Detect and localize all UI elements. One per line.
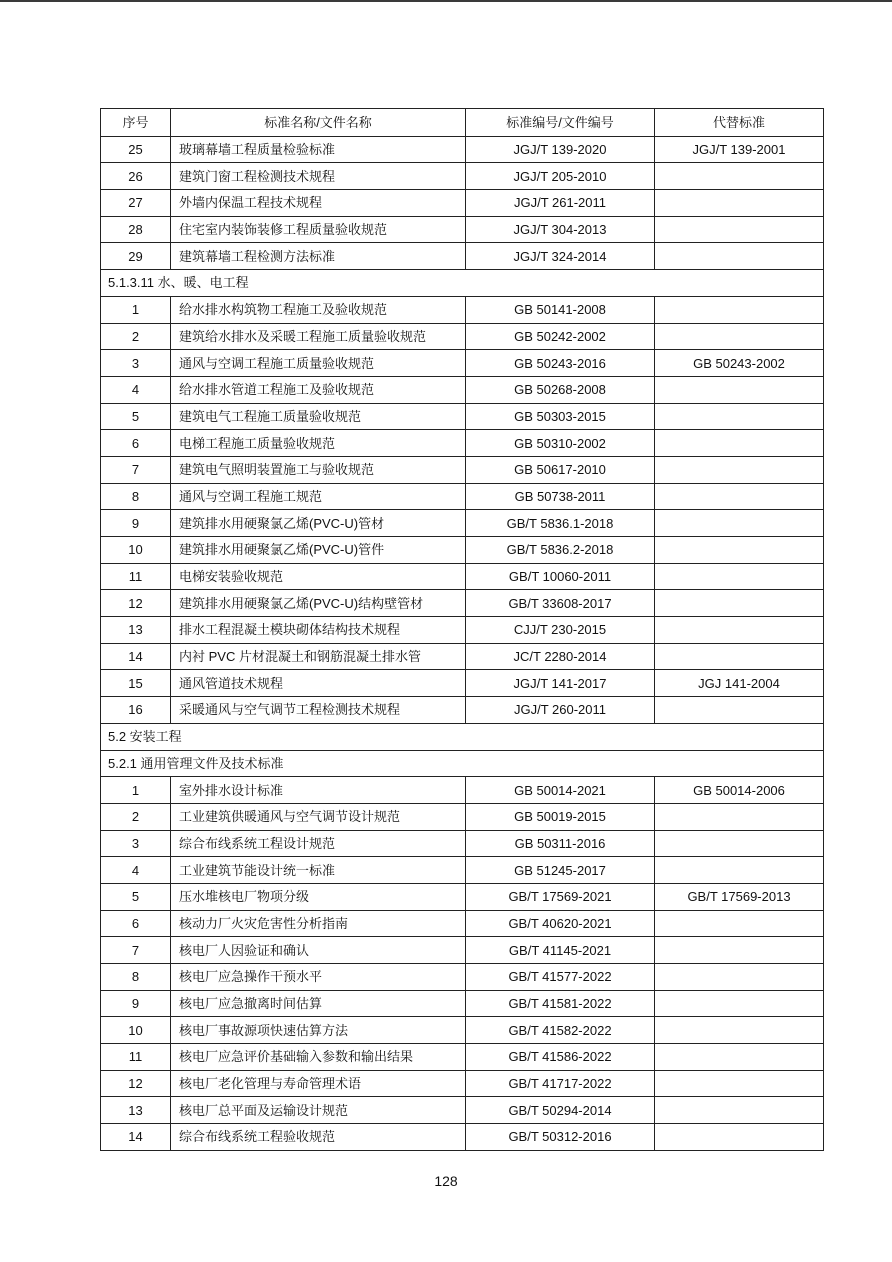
row-number: 29	[101, 243, 171, 270]
row-number: 14	[101, 643, 171, 670]
table-row	[101, 937, 824, 964]
standard-name: 建筑排水用硬聚氯乙烯(PVC-U)管件	[171, 537, 466, 564]
standard-code: JGJ/T 141-2017	[466, 670, 655, 697]
header-name: 标准名称/文件名称	[171, 109, 466, 137]
row-number: 5	[101, 883, 171, 910]
replaced-standard	[655, 590, 824, 617]
standard-code: GB/T 10060-2011	[466, 563, 655, 590]
standard-code: GB 51245-2017	[466, 857, 655, 884]
table-row	[101, 483, 824, 510]
replaced-standard	[655, 964, 824, 991]
standard-code: CJJ/T 230-2015	[466, 617, 655, 644]
standard-name: 建筑给水排水及采暖工程施工质量验收规范	[171, 323, 466, 350]
replaced-standard	[655, 456, 824, 483]
table-row	[101, 403, 824, 430]
row-number: 28	[101, 216, 171, 243]
table-header-row	[101, 109, 824, 137]
replaced-standard: JGJ/T 139-2001	[655, 136, 824, 163]
standard-name: 给水排水构筑物工程施工及验收规范	[171, 296, 466, 323]
replaced-standard	[655, 990, 824, 1017]
standard-code: GB 50268-2008	[466, 376, 655, 403]
row-number: 8	[101, 483, 171, 510]
table-row	[101, 350, 824, 377]
table-row	[101, 883, 824, 910]
standard-code: GB 50014-2021	[466, 777, 655, 804]
standard-code: GB/T 41582-2022	[466, 1017, 655, 1044]
standards-table	[100, 108, 824, 1151]
row-number: 26	[101, 163, 171, 190]
standard-code: JGJ/T 304-2013	[466, 216, 655, 243]
standard-name: 核电厂事故源项快速估算方法	[171, 1017, 466, 1044]
standard-name: 工业建筑供暖通风与空气调节设计规范	[171, 803, 466, 830]
row-number: 13	[101, 1097, 171, 1124]
standard-code: JGJ/T 139-2020	[466, 136, 655, 163]
standard-code: GB/T 41577-2022	[466, 964, 655, 991]
table-row	[101, 190, 824, 217]
replaced-standard	[655, 403, 824, 430]
standard-code: GB/T 5836.2-2018	[466, 537, 655, 564]
row-number: 10	[101, 1017, 171, 1044]
standard-code: GB 50141-2008	[466, 296, 655, 323]
replaced-standard	[655, 697, 824, 724]
standard-name: 玻璃幕墙工程质量检验标准	[171, 136, 466, 163]
page-top-border	[0, 0, 892, 2]
section-title: 5.1.3.11 水、暖、电工程	[101, 270, 824, 297]
replaced-standard	[655, 190, 824, 217]
standards-table-body	[101, 109, 824, 1151]
standard-name: 核电厂应急撤离时间估算	[171, 990, 466, 1017]
standard-name: 核电厂应急操作干预水平	[171, 964, 466, 991]
standard-name: 通风管道技术规程	[171, 670, 466, 697]
row-number: 3	[101, 830, 171, 857]
table-row	[101, 216, 824, 243]
replaced-standard	[655, 1044, 824, 1071]
replaced-standard	[655, 803, 824, 830]
table-row	[101, 590, 824, 617]
table-row	[101, 777, 824, 804]
standard-code: GB/T 33608-2017	[466, 590, 655, 617]
standard-code: JC/T 2280-2014	[466, 643, 655, 670]
table-row	[101, 990, 824, 1017]
header-no: 序号	[101, 109, 171, 137]
standard-code: GB 50242-2002	[466, 323, 655, 350]
replaced-standard	[655, 563, 824, 590]
standard-name: 住宅室内装饰装修工程质量验收规范	[171, 216, 466, 243]
section-title: 5.2 安装工程	[101, 723, 824, 750]
replaced-standard	[655, 1097, 824, 1124]
row-number: 16	[101, 697, 171, 724]
standard-code: GB 50617-2010	[466, 456, 655, 483]
replaced-standard	[655, 830, 824, 857]
row-number: 9	[101, 510, 171, 537]
table-row	[101, 910, 824, 937]
table-row	[101, 1097, 824, 1124]
table-row	[101, 1044, 824, 1071]
table-row	[101, 136, 824, 163]
replaced-standard	[655, 1017, 824, 1044]
replaced-standard	[655, 617, 824, 644]
header-replaces: 代替标准	[655, 109, 824, 137]
table-row	[101, 964, 824, 991]
row-number: 25	[101, 136, 171, 163]
standard-name: 核动力厂火灾危害性分析指南	[171, 910, 466, 937]
replaced-standard	[655, 430, 824, 457]
page-number: 128	[434, 1173, 458, 1189]
replaced-standard: GB/T 17569-2013	[655, 883, 824, 910]
row-number: 10	[101, 537, 171, 564]
standard-code: GB 50310-2002	[466, 430, 655, 457]
table-row	[101, 830, 824, 857]
replaced-standard	[655, 643, 824, 670]
replaced-standard	[655, 296, 824, 323]
standard-code: GB/T 41717-2022	[466, 1070, 655, 1097]
row-number: 15	[101, 670, 171, 697]
standard-code: GB/T 17569-2021	[466, 883, 655, 910]
standard-name: 建筑排水用硬聚氯乙烯(PVC-U)结构壁管材	[171, 590, 466, 617]
standard-code: GB 50019-2015	[466, 803, 655, 830]
row-number: 4	[101, 857, 171, 884]
standard-name: 建筑电气工程施工质量验收规范	[171, 403, 466, 430]
row-number: 2	[101, 803, 171, 830]
row-number: 13	[101, 617, 171, 644]
replaced-standard	[655, 376, 824, 403]
replaced-standard	[655, 216, 824, 243]
standard-code: GB/T 41581-2022	[466, 990, 655, 1017]
standard-name: 工业建筑节能设计统一标准	[171, 857, 466, 884]
standard-code: GB/T 5836.1-2018	[466, 510, 655, 537]
standard-name: 建筑排水用硬聚氯乙烯(PVC-U)管材	[171, 510, 466, 537]
replaced-standard	[655, 483, 824, 510]
standard-name: 通风与空调工程施工规范	[171, 483, 466, 510]
replaced-standard	[655, 537, 824, 564]
row-number: 11	[101, 563, 171, 590]
replaced-standard	[655, 163, 824, 190]
table-row	[101, 163, 824, 190]
replaced-standard: GB 50014-2006	[655, 777, 824, 804]
row-number: 7	[101, 456, 171, 483]
standard-name: 核电厂老化管理与寿命管理术语	[171, 1070, 466, 1097]
standard-code: JGJ/T 260-2011	[466, 697, 655, 724]
row-number: 9	[101, 990, 171, 1017]
table-row	[101, 323, 824, 350]
table-row	[101, 376, 824, 403]
replaced-standard	[655, 857, 824, 884]
table-row	[101, 1017, 824, 1044]
standard-name: 采暖通风与空气调节工程检测技术规程	[171, 697, 466, 724]
standard-name: 外墙内保温工程技术规程	[171, 190, 466, 217]
row-number: 27	[101, 190, 171, 217]
replaced-standard: GB 50243-2002	[655, 350, 824, 377]
section-row	[101, 750, 824, 777]
standard-code: GB/T 50312-2016	[466, 1124, 655, 1151]
replaced-standard	[655, 323, 824, 350]
standard-code: GB 50738-2011	[466, 483, 655, 510]
row-number: 5	[101, 403, 171, 430]
table-row	[101, 430, 824, 457]
row-number: 1	[101, 777, 171, 804]
row-number: 11	[101, 1044, 171, 1071]
standard-name: 室外排水设计标准	[171, 777, 466, 804]
table-row	[101, 670, 824, 697]
table-row	[101, 857, 824, 884]
table-row	[101, 1070, 824, 1097]
standard-code: GB/T 41586-2022	[466, 1044, 655, 1071]
standard-code: GB/T 41145-2021	[466, 937, 655, 964]
replaced-standard: JGJ 141-2004	[655, 670, 824, 697]
standard-name: 压水堆核电厂物项分级	[171, 883, 466, 910]
replaced-standard	[655, 243, 824, 270]
standard-code: GB/T 50294-2014	[466, 1097, 655, 1124]
table-row	[101, 697, 824, 724]
standard-name: 电梯工程施工质量验收规范	[171, 430, 466, 457]
standard-name: 建筑幕墙工程检测方法标准	[171, 243, 466, 270]
row-number: 8	[101, 964, 171, 991]
table-row	[101, 296, 824, 323]
row-number: 14	[101, 1124, 171, 1151]
table-row	[101, 1124, 824, 1151]
standard-name: 核电厂人因验证和确认	[171, 937, 466, 964]
standard-name: 核电厂应急评价基础输入参数和输出结果	[171, 1044, 466, 1071]
row-number: 6	[101, 430, 171, 457]
table-row	[101, 510, 824, 537]
replaced-standard	[655, 937, 824, 964]
section-title: 5.2.1 通用管理文件及技术标准	[101, 750, 824, 777]
standard-code: JGJ/T 324-2014	[466, 243, 655, 270]
replaced-standard	[655, 1070, 824, 1097]
table-row	[101, 643, 824, 670]
row-number: 7	[101, 937, 171, 964]
standard-name: 内衬 PVC 片材混凝土和钢筋混凝土排水管	[171, 643, 466, 670]
row-number: 4	[101, 376, 171, 403]
standard-name: 综合布线系统工程验收规范	[171, 1124, 466, 1151]
standard-name: 建筑电气照明装置施工与验收规范	[171, 456, 466, 483]
row-number: 12	[101, 1070, 171, 1097]
standard-name: 给水排水管道工程施工及验收规范	[171, 376, 466, 403]
table-row	[101, 803, 824, 830]
replaced-standard	[655, 510, 824, 537]
standard-code: GB/T 40620-2021	[466, 910, 655, 937]
section-row	[101, 723, 824, 750]
replaced-standard	[655, 1124, 824, 1151]
standard-code: GB 50243-2016	[466, 350, 655, 377]
standard-code: GB 50303-2015	[466, 403, 655, 430]
table-row	[101, 617, 824, 644]
standard-name: 建筑门窗工程检测技术规程	[171, 163, 466, 190]
row-number: 1	[101, 296, 171, 323]
table-row	[101, 456, 824, 483]
row-number: 12	[101, 590, 171, 617]
row-number: 2	[101, 323, 171, 350]
standard-name: 核电厂总平面及运输设计规范	[171, 1097, 466, 1124]
table-row	[101, 537, 824, 564]
replaced-standard	[655, 910, 824, 937]
standard-code: GB 50311-2016	[466, 830, 655, 857]
row-number: 3	[101, 350, 171, 377]
section-row	[101, 270, 824, 297]
table-row	[101, 563, 824, 590]
standard-code: JGJ/T 205-2010	[466, 163, 655, 190]
table-row	[101, 243, 824, 270]
header-code: 标准编号/文件编号	[466, 109, 655, 137]
row-number: 6	[101, 910, 171, 937]
standard-name: 排水工程混凝土模块砌体结构技术规程	[171, 617, 466, 644]
standard-name: 通风与空调工程施工质量验收规范	[171, 350, 466, 377]
standard-name: 电梯安装验收规范	[171, 563, 466, 590]
standard-code: JGJ/T 261-2011	[466, 190, 655, 217]
standard-name: 综合布线系统工程设计规范	[171, 830, 466, 857]
